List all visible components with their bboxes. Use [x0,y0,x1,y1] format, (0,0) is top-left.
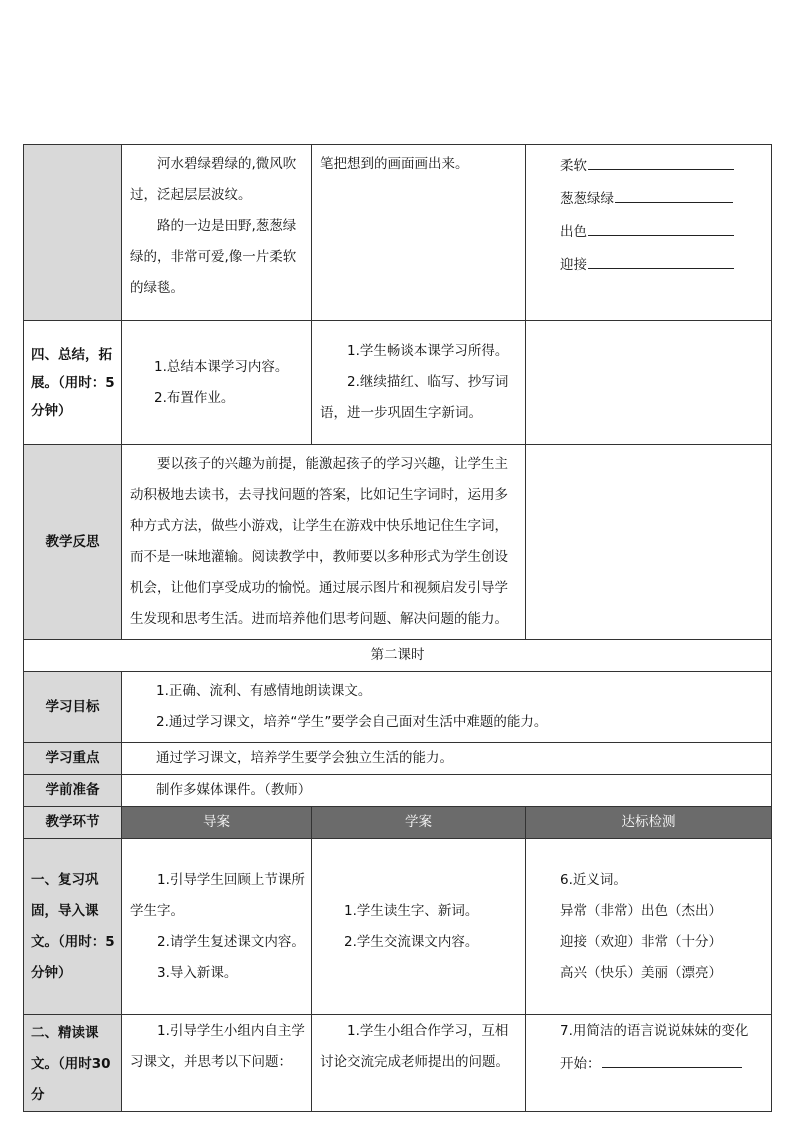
lesson-plan-table [23,144,772,1112]
prep-text: 制作多媒体课件。（教师） [122,775,772,807]
stage-label: 一、复习巩固，导入课文。（用时：5分钟） [24,839,122,1015]
guide-cell [122,839,312,1015]
header-check: 达标检测 [526,807,772,839]
goals-label: 学习目标 [24,672,122,743]
guide-item: 1.总结本课学习内容。 [154,358,289,375]
goal-item: 2.通过学习课文，培养“学生”要学会自己面对生活中难题的能力。 [156,714,548,730]
header-stage: 教学环节 [24,807,122,839]
prep-label: 学前准备 [24,775,122,807]
row-second-lesson [24,640,772,672]
fill-line-item: 开始： [560,1047,765,1080]
row-summary [24,321,772,445]
check-title: 6.近义词。 [560,871,627,888]
guide-item: 2.请学生复述课文内容。 [157,933,305,950]
check-cell [526,145,772,321]
row-goals [24,672,772,743]
study-item: 2.学生交流课文内容。 [344,933,479,950]
header-study: 学案 [312,807,526,839]
fill-line-item: 出色 [560,215,765,248]
blank-line[interactable] [588,215,734,236]
guide-item: 1.引导学生回顾上节课所学生字。 [130,871,305,919]
fill-line-item: 葱葱绿绿 [560,182,765,215]
study-cell [312,839,526,1015]
reflection-text: 要以孩子的兴趣为前提，能激起孩子的学习兴趣，让学生主动积极地去读书，去寻找问题的答案，比如记生字词时，运用多种方式方法，做些小游戏，让学生在游戏中快乐地记住生字词，而不是一味地灌输。阅读教学中，教师要以多种形式为学生创设机会，让他们享受成功的愉悦。通过展示图片和视频启发引导学生发现和思考生活。进而培养他们思考问题、解决问题的能力。 [130,456,508,627]
guide-cell [122,145,312,321]
goal-item: 1.正确、流利、有感情地朗读课文。 [156,683,372,699]
stage-label: 四、总结，拓展。（用时：5分钟） [24,321,122,445]
blank-line[interactable] [588,149,734,170]
guide-cell [122,321,312,445]
check-title: 7.用简洁的语言说说妹妹的变化 [560,1023,749,1039]
guide-item: 1.引导学生小组内自主学习课文，并思考以下问题： [130,1023,305,1070]
check-cell [526,839,772,1015]
blank-line[interactable] [615,182,733,203]
check-line: 迎接（欢迎）非常（十分） [560,933,722,950]
row-review [24,839,772,1015]
blank-line[interactable] [602,1047,742,1068]
stage-label: 二、精读课文。（用时30分 [24,1015,122,1112]
study-item: 1.学生读生字、新词。 [344,902,479,919]
reflection-label: 教学反思 [24,445,122,640]
row-close-reading [24,1015,772,1112]
row-reflection [24,445,772,640]
header-guide: 导案 [122,807,312,839]
focus-label: 学习重点 [24,743,122,775]
guide-item: 3.导入新课。 [157,964,238,981]
check-cell-empty [526,321,772,445]
study-text: 笔把想到的画面画出来。 [320,156,469,172]
guide-item: 2.布置作业。 [154,389,235,406]
stage-cell-empty [24,145,122,321]
study-item: 2.继续描红、临写、抄写词语，进一步巩固生字新词。 [320,374,509,421]
blank-line[interactable] [588,248,734,269]
study-cell [312,321,526,445]
row-prep [24,775,772,807]
row-header [24,807,772,839]
check-line: 高兴（快乐）美丽（漂亮） [560,964,722,981]
row-focus [24,743,772,775]
second-lesson-title: 第二课时 [24,640,772,672]
goals-cell [122,672,772,743]
guide-cell [122,1015,312,1112]
study-item: 1.学生畅谈本课学习所得。 [347,343,509,359]
check-cell [526,1015,772,1112]
reflection-text-cell [122,445,526,640]
study-cell [312,145,526,321]
guide-paragraph: 路的一边是田野,葱葱绿绿的，非常可爱,像一片柔软的绿毯。 [130,218,297,296]
check-line: 异常（非常）出色（杰出） [560,902,722,919]
study-item: 1.学生小组合作学习，互相讨论交流完成老师提出的问题。 [320,1023,509,1070]
fill-line-item: 迎接 [560,248,765,281]
focus-text: 通过学习课文，培养学生要学会独立生活的能力。 [122,743,772,775]
row-reading-continued [24,145,772,321]
guide-paragraph: 河水碧绿碧绿的,微风吹过，泛起层层波纹。 [130,156,297,203]
reflection-empty-cell [526,445,772,640]
study-cell [312,1015,526,1112]
fill-line-item: 柔软 [560,149,765,182]
